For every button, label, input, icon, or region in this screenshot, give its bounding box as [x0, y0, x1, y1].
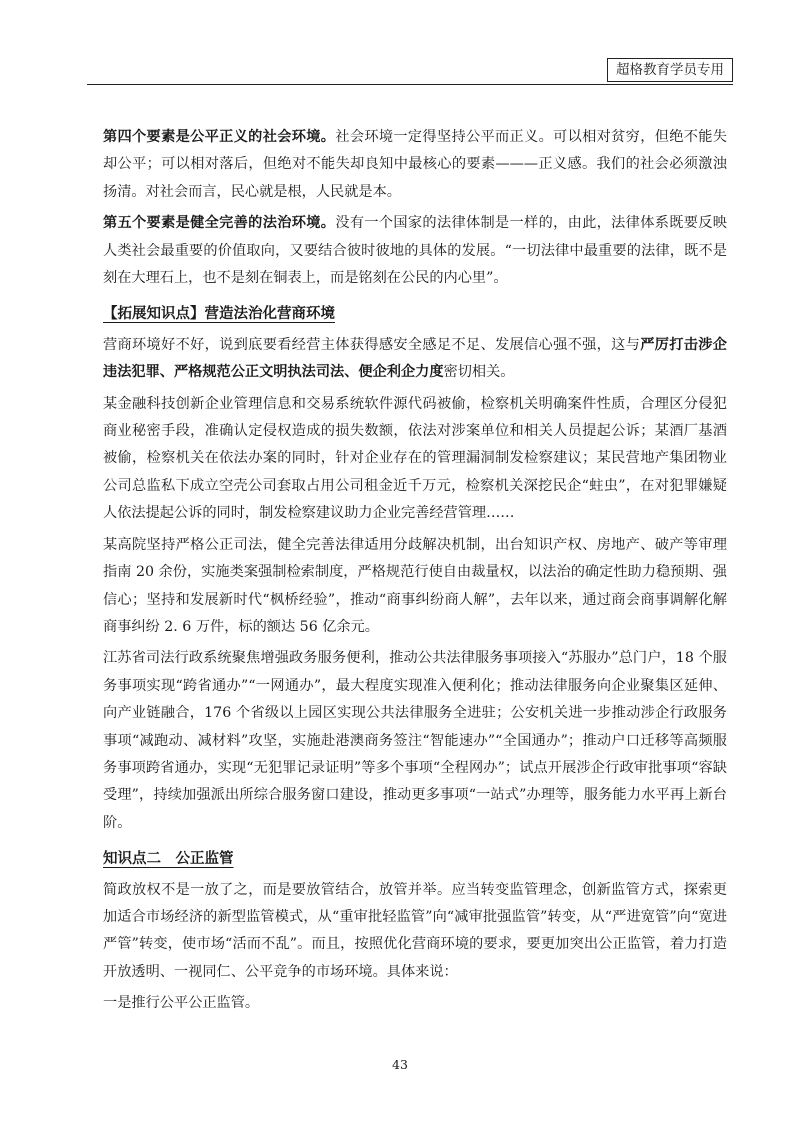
paragraph-lead-bold: 第五个要素是健全完善的法治环境。 — [103, 215, 336, 232]
header-rule — [87, 84, 733, 85]
paragraph-text: 社会环境一定得坚持公平而正义。可以相对贫穷，但绝不能失却公平；可以相对落后，但绝对不能失却良知中最核心的要素———正义感。我们的社会必须激浊扬清。对社会而言，民心就是根，人民就是本。 — [103, 129, 727, 200]
paragraph-text: 密切相关。 — [443, 364, 515, 381]
paragraph-text: 营商环境好不好，说到底要看经营主体获得感安全感足不足、发展信心强不强，这与 — [103, 336, 641, 353]
paragraph-simplify-administration: 简政放权不是一放了之，而是要放管结合，放管并举。应当转变监管理念，创新监管方式，探索更加适合市场经济的新型监管模式，从“重审批轻监管”向“减审批强监管”转变，从“严进宽管”向“宽进严管”转变，使市场“活而不乱”。而且，按照优化营商环境的要求，要更加突出公正监管，着力打造开放透明、一视同仁、公平竞争的市场环境。具体来说： — [103, 881, 727, 980]
paragraph-procuratorate-cases: 某金融科技创新企业管理信息和交易系统软件源代码被偷，检察机关明确案件性质，合理区分侵犯商业秘密手段，准确认定侵权造成的损失数额，依法对涉案单位和相关人员提起公诉；某酒厂基酒被偷，检察机关在依法办案的同时，针对企业存在的管理漏洞制发检察建议；某民营地产集团物业公司总监私下成立空壳公司套取占用公司租金近千万元，检察机关深挖民企“蛀虫”，在对犯罪嫌疑人依法提起公诉的同时，制发检察建议助力企业完善经营管理…… — [103, 395, 727, 522]
section-heading-fair-supervision: 知识点二 公正监管 — [103, 850, 234, 868]
header-badge: 超格教育学员专用 — [607, 58, 733, 82]
paragraph-high-court: 某高院坚持严格公正司法，健全完善法律适用分歧解决机制，出台知识产权、房地产、破产等审理指南 20 余份，实施类案强制检索制度，严格规范行使自由裁量权，以法治的确定性助力稳预期、强信心；坚持和发展新时代“枫桥经验”，推动“商事纠纷商人解”，去年以来，通过商会商事调解化解商事纠纷 2. 6 万件，标的额达 56 亿余元。 — [103, 536, 727, 635]
paragraph-lead-bold: 第四个要素是公平正义的社会环境。 — [103, 129, 336, 145]
paragraph-text: 没有一个国家的法律体制是一样的，由此，法律体系既要反映人类社会最重要的价值取向，又要结合彼时彼地的具体的发展。“一切法律中最重要的法律，既不是刻在大理石上，也不是刻在铜表上，而是铭刻在公民的内心里”。 — [103, 215, 727, 287]
page-number: 43 — [392, 1057, 408, 1072]
page-body — [87, 124, 727, 1018]
paragraph-fifth-element — [87, 210, 727, 292]
paragraph-emphasis-bold: 严厉打击涉企违法犯罪、严格规范公正文明执法司法、便企利企力度 — [103, 336, 727, 381]
paragraph-jiangsu-justice: 江苏省司法行政系统聚焦增强政务服务便利，推动公共法律服务事项接入“苏服办”总门户，18 个服务事项实现“跨省通办”“一网通办”，最大程度实现准入便利化；推动法律服务向企业聚集区延伸、向产业链融合，176 个省级以上园区实现公共法律服务全进驻；公安机关进一步推动涉企行政服务事项“减跑动、减材料”攻坚，实施赴港澳商务签注“智能速办”“全国通办”；推动户口迁移等高频服务事项跨省通办，实现“无犯罪记录证明”等多个事项“全程网办”；试点开展涉企行政审批事项“容缺受理”，持续加强派出所综合服务窗口建设，推动更多事项“一站式”办理等，服务能力水平再上新台阶。 — [103, 650, 727, 831]
paragraph-first-point: 一是推行公平公正监管。 — [103, 995, 260, 1012]
section-heading-extension: 【拓展知识点】营造法治化营商环境 — [103, 305, 335, 323]
paragraph-fourth-element — [87, 124, 727, 206]
paragraph-business-environment — [87, 332, 727, 387]
